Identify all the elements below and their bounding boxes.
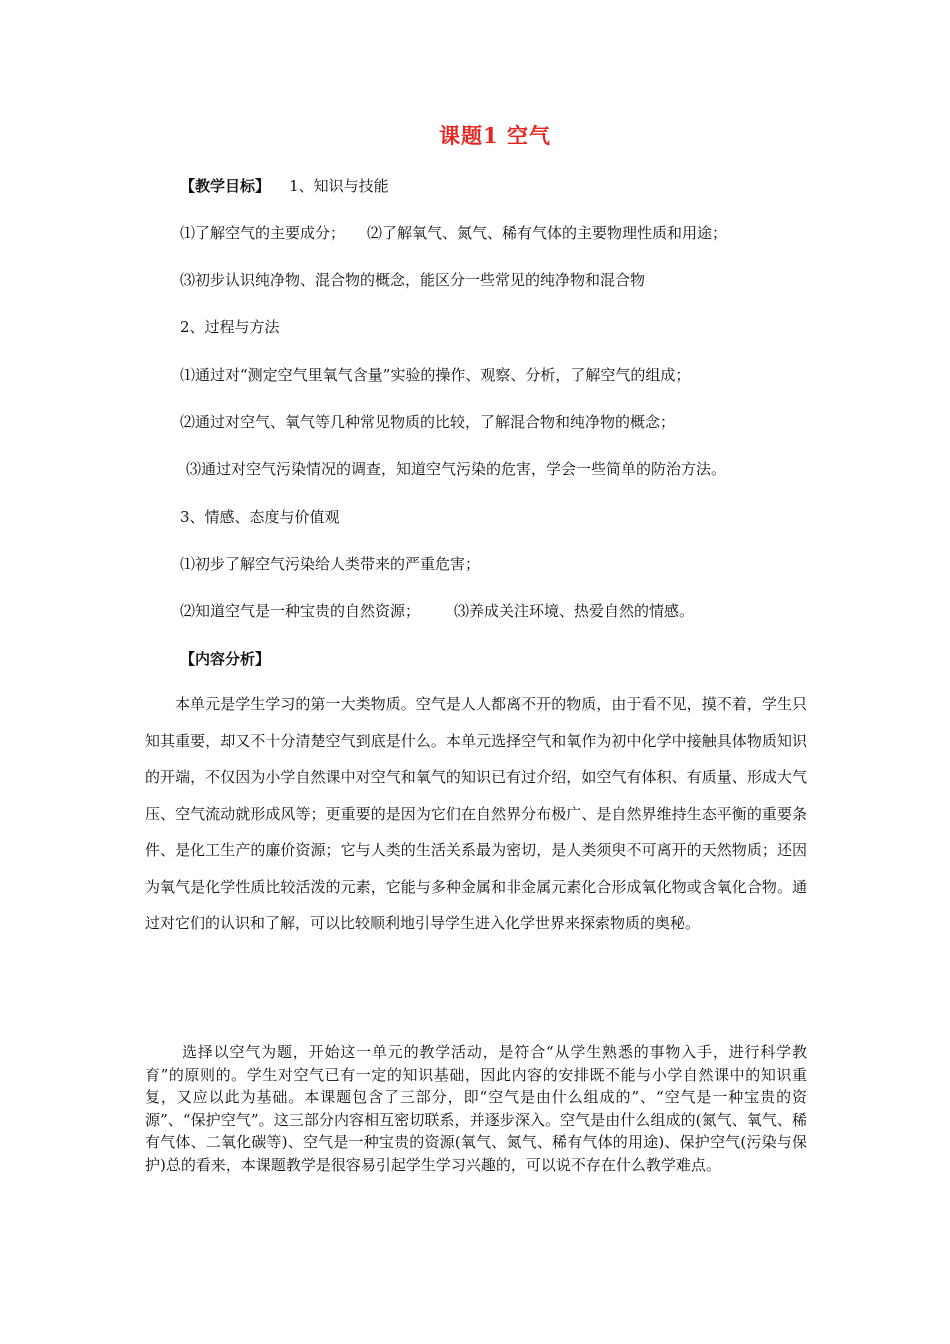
s3-item3: ⑶养成关注环境、热爱自然的情感。 [454,602,695,620]
page-title: 课题1 空气 [439,123,551,148]
s2-item3: ⑶通过对空气污染情况的调查，知道空气污染的危害，学会一些简单的防治方法。 [186,460,727,478]
s1-item3: ⑶初步认识纯净物、混合物的概念，能区分一些常见的纯净物和混合物 [180,271,646,289]
s1-item1: ⑴了解空气的主要成分； [180,224,346,242]
s3-items-line [180,601,694,621]
s1-item2: ⑵了解氧气、氮气、稀有气体的主要物理性质和用途； [367,224,728,242]
section2-title: 2、过程与方法 [180,318,280,336]
analysis-heading: 【内容分析】 [180,650,271,668]
section1-title: 1、知识与技能 [289,177,389,195]
analysis-paragraph-2: 选择以空气为题，开始这一单元的教学活动，是符合“从学生熟悉的事物入手，进行科学教育”的原则的。学生对空气已有一定的知识基础，因此内容的安排既不能与小学自然课中的知识重复，又应以此为基础。本课题包含了三部分，即“空气是由什么组成的”、“空气是一种宝贵的资源”、“保护空气”。这三部分内容相互密切联系，并逐步深入。空气是由什么组成的(氮气、氧气、稀有气体、二氧化碳等)、空气是一种宝贵的资源(氧气、氮气、稀有气体的用途)、保护空气(污染与保护)总的看来，本课题教学是很容易引起学生学习兴趣的，可以说不存在什么教学难点。 [145,1043,807,1174]
section3-title: 3、情感、态度与价值观 [180,508,340,526]
s2-item1: ⑴通过对“测定空气里氧气含量”实验的操作、观察、分析，了解空气的组成； [180,366,691,384]
goals-line [180,176,389,196]
s2-item2: ⑵通过对空气、氧气等几种常见物质的比较，了解混合物和纯净物的概念； [180,413,676,431]
s3-item1: ⑴初步了解空气污染给人类带来的严重危害； [180,555,481,573]
analysis-paragraph-1: 本单元是学生学习的第一大类物质。空气是人人都离不开的物质，由于看不见，摸不着，学生只知其重要，却又不十分清楚空气到底是什么。本单元选择空气和氧作为初中化学中接触具体物质知识的开端，不仅因为小学自然课中对空气和氧气的知识已有过介绍，如空气有体积、有质量、形成大气压、空气流动就形成风等；更重要的是因为它们在自然界分布极广、是自然界维持生态平衡的重要条件、是化工生产的廉价资源；它与人类的生活关系最为密切，是人类须臾不可离开的天然物质；还因为氧气是化学性质比较活泼的元素，它能与多种金属和非金属元素化合形成氧化物或含氧化合物。通过对它们的认识和了解，可以比较顺利地引导学生进入化学世界来探索物质的奥秘。 [145,695,807,932]
s1-items-line [180,223,727,243]
s3-item2: ⑵知道空气是一种宝贵的自然资源； [180,602,421,620]
goals-heading: 【教学目标】 [180,177,271,195]
